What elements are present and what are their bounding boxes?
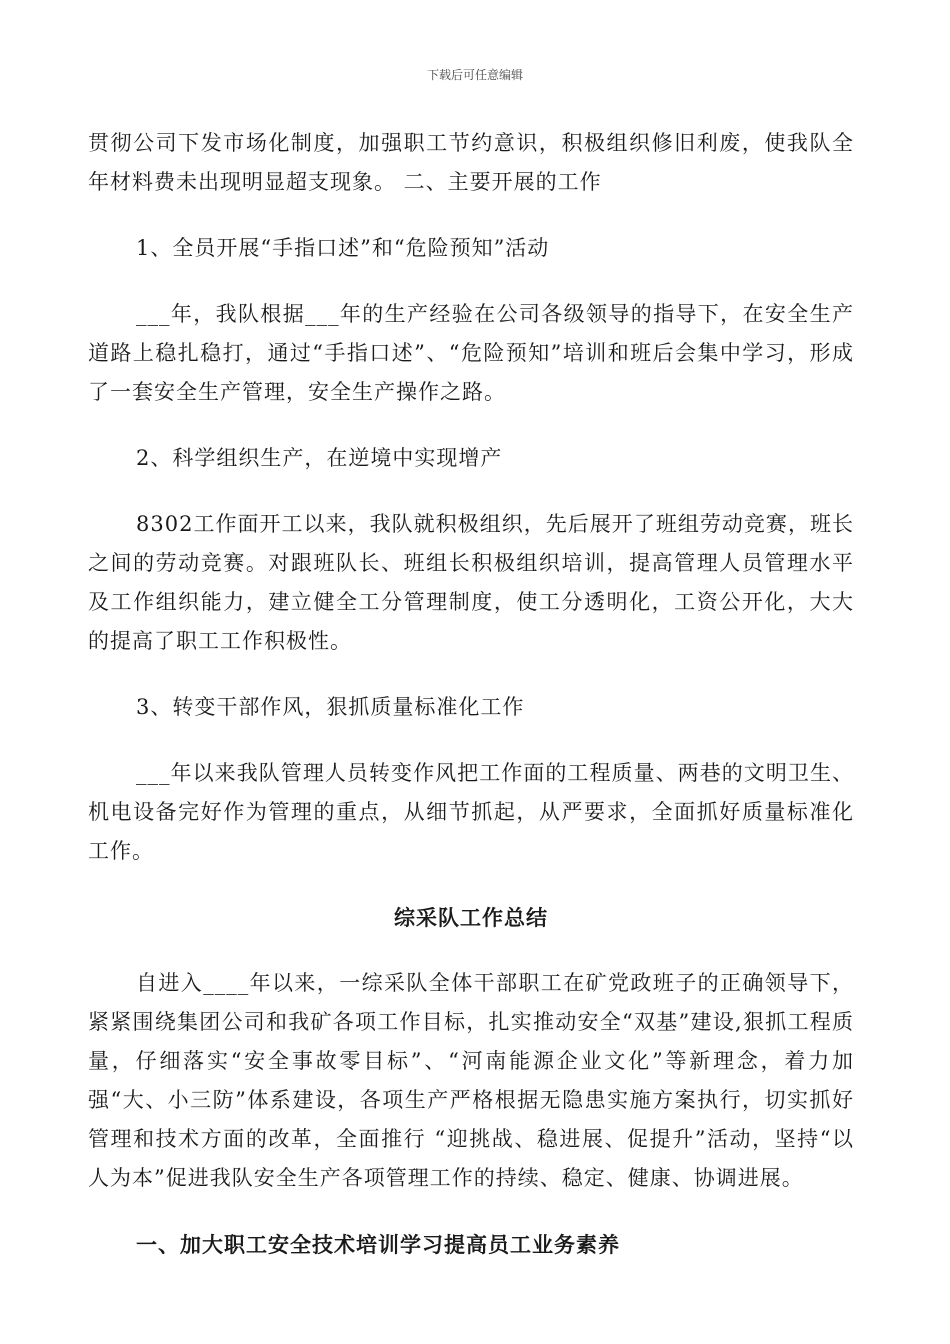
section-heading-1: 一、加大职工安全技术培训学习提高员工业务素养: [136, 1232, 620, 1257]
paragraph-2: ___年，我队根据___年的生产经验在公司各级领导的指导下，在安全生产道路上稳扎稳打，通过“手指口述”、“危险预知”培训和班后会集中学习，形成了一套安全生产管理，安全生产操作之路。: [88, 302, 854, 404]
paragraph-4: ___年以来我队管理人员转变作风把工作面的工程质量、两巷的文明卫生、机电设备完好作为管理的重点，从细节抓起，从严要求，全面抓好质量标准化工作。: [88, 761, 854, 863]
document-title: 综采队工作总结: [394, 905, 548, 930]
paragraph-1: 贯彻公司下发市场化制度，加强职工节约意识，积极组织修旧利废，使我队全年材料费未出现明显超支现象。 二、主要开展的工作: [88, 131, 854, 194]
section-item-1: 1、全员开展“手指口述”和“危险预知”活动: [136, 236, 550, 260]
section-item-3: 3、转变干部作风，狠抓质量标准化工作: [136, 695, 525, 719]
document-body: [88, 124, 854, 1264]
section-item-2: 2、科学组织生产，在逆境中实现增产: [136, 446, 503, 470]
paragraph-3: 8302工作面开工以来，我队就积极组织，先后展开了班组劳动竞赛，班长之间的劳动竞赛。对跟班队长、班组长积极组织培训，提高管理人员管理水平及工作组织能力，建立健全工分管理制度，使工分透明化，工资公开化，大大的提高了职工工作积极性。: [88, 512, 854, 653]
paragraph-5: 自进入____年以来，一综采队全体干部职工在矿党政班子的正确领导下，紧紧围绕集团公司和我矿各项工作目标，扎实推动安全“双基”建设,狠抓工程质量，仔细落实“安全事故零目标”、“河南能源企业文化”等新理念，着力加强“大、小三防”体系建设，各项生产严格根据无隐患实施方案执行，切实抓好管理和技术方面的改革，全面推行 “迎挑战、稳进展、促提升”活动，坚持“以人为本”促进我队安全生产各项管理工作的持续、稳定、健康、协调进展。: [88, 971, 854, 1190]
page-header: 下载后可任意编辑: [426, 68, 523, 82]
